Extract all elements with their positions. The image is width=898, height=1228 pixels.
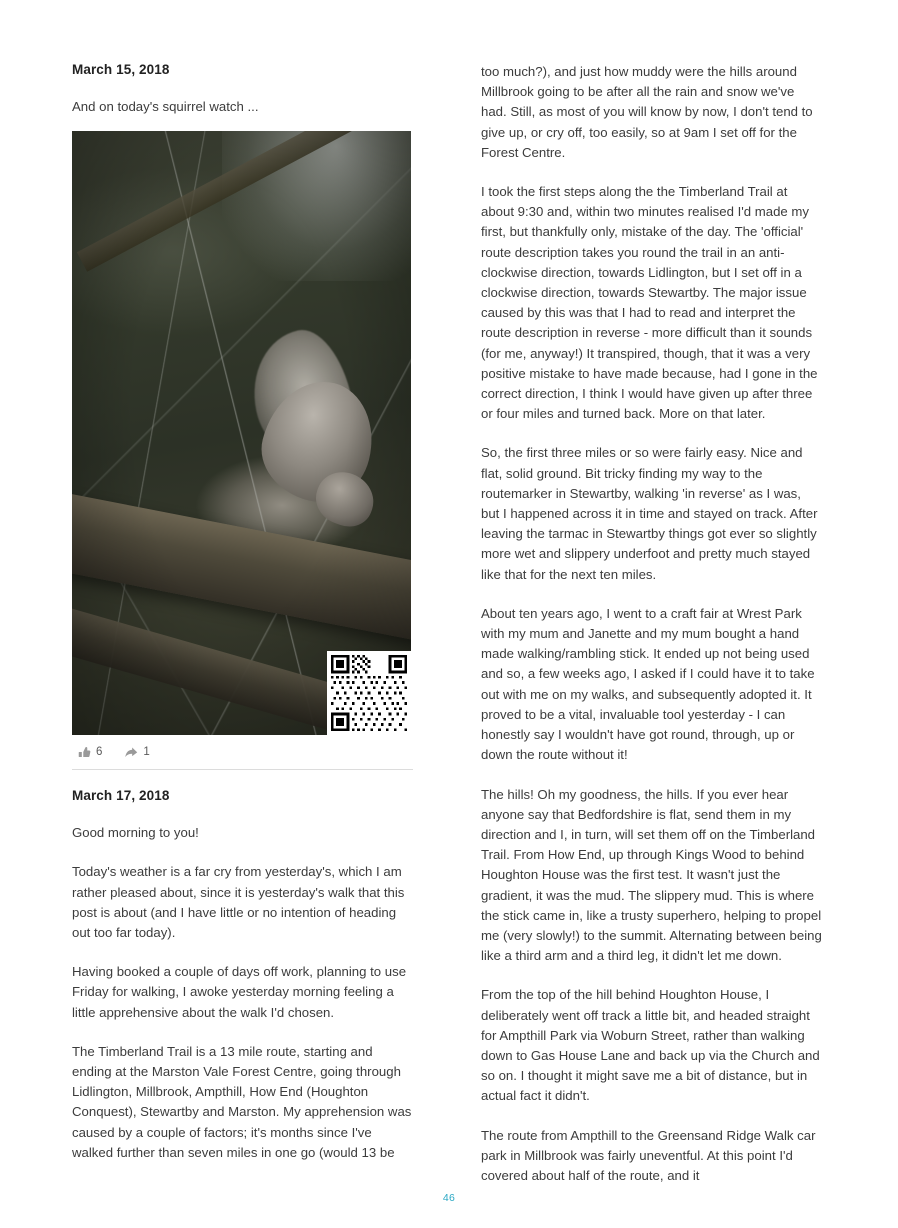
entry-intro-text: And on today's squirrel watch ... [72,99,259,114]
entry-date-heading: March 15, 2018 [72,62,170,77]
paragraph: Having booked a couple of days off work, planning to use Friday for walking, I awoke yesterday morning feeling a little apprehensive about the walk I'd chosen. [72,964,407,1020]
page-number: 46 [442,1192,456,1204]
photo-vignette [72,131,411,735]
paragraph: The Timberland Trail is a 13 mile route, starting and ending at the Marston Vale Forest Centre, going through Lidlington, Millbrook, Ampthill, How End (Houghton Conquest), Stewartby and Marston. My apprehension was caused by a couple of factors; it's months since I've walked further than seven miles in one go (would 13 be [72,1043,412,1160]
qr-code [327,651,411,735]
paragraph: About ten years ago, I went to a craft fair at Wrest Park with my mum and Janette and my mum bought a hand made walking/rambling stick. It ended up not being used and so, a few weeks ago, I asked if I could have it to take out with me on my walks, and subsequently adopted it. It proved to be a vital, invaluable tool yesterday - I can honestly say I wouldn't have got round, through, up or down the route without it! [481,605,815,763]
paragraph: Today's weather is a far cry from yesterday's, which I am rather pleased about, since it is yesterday's walk that this post is about (and I have little or no intention of heading out too far today). [72,864,405,941]
likes-count: 6 [96,746,103,759]
paragraph: too much?), and just how muddy were the hills around Millbrook going to be after all the rain and snow we've had. Still, as most of you will know by now, I don't tend to give up, or cry off, too easily, so at 9am I set off for the Forest Centre. [481,64,813,160]
likes-stat[interactable] [78,746,102,759]
post-engagement-bar [72,735,413,770]
right-column [481,62,822,1183]
paragraph: The route from Ampthill to the Greensand Ridge Walk car park in Millbrook was fairly uneventful. At this point I'd covered about half of the route, and it [481,1127,816,1183]
paragraph: From the top of the hill behind Houghton House, I deliberately went off track a little bit, and headed straight for Ampthill Park via Woburn Street, rather than walking down to Gas House Lane and back up via the Church and so on. I thought it might save me a bit of distance, but in actual fact it didn't. [481,987,820,1104]
paragraph: So, the first three miles or so were fairly easy. Nice and flat, solid ground. Bit tricky finding my way to the routemarker in Stewartby, walking 'in reverse' as I was, but I happened across it in time and stayed on track. After leaving the tarmac in Stewartby things got ever so slightly more wet and slippery underfoot and pretty much stayed like that for the next ten miles. [481,445,818,582]
share-icon [124,746,138,759]
paragraph: The hills! Oh my goodness, the hills. If you ever hear anyone say that Bedfordshire is flat, send them in my direction and I, in turn, will set them off on the Timberland Trail. From How End, up through Kings Wood to behind Houghton House was the first test. It wasn't just the gradient, it was the mud. The slippery mud. This is where the stick came in, like a trusty superhero, helping to propel me (very slowly!) to the summit. Alternating between being like a third arm and a third leg, it didn't let me down. [481,786,822,964]
page-columns [72,62,822,1183]
thumbs-up-icon [78,746,91,759]
shares-stat[interactable] [124,746,149,759]
shares-count: 1 [143,746,150,759]
left-column [72,62,413,1172]
entry-date-heading: March 17, 2018 [72,788,170,804]
paragraph: Good morning to you! [72,825,199,841]
paragraph: I took the first steps along the the Timberland Trail at about 9:30 and, within two minutes realised I'd made my first, but thankfully only, mistake of the day. The 'official' route description takes you round the trail in an anti-clockwise direction, towards Lidlington, but I set off in a clockwise direction, towards Stewartby. The major issue caused by this was that I had to read and interpret the route description in reverse - more difficult than it sounds (for me, anyway!) It transpired, though, that it was a very positive mistake to have made because, had I gone in the correct direction, I think I would have given up after three or four miles and turned back. More on that later. [481,184,818,422]
squirrel-on-branch-photo [72,131,411,735]
